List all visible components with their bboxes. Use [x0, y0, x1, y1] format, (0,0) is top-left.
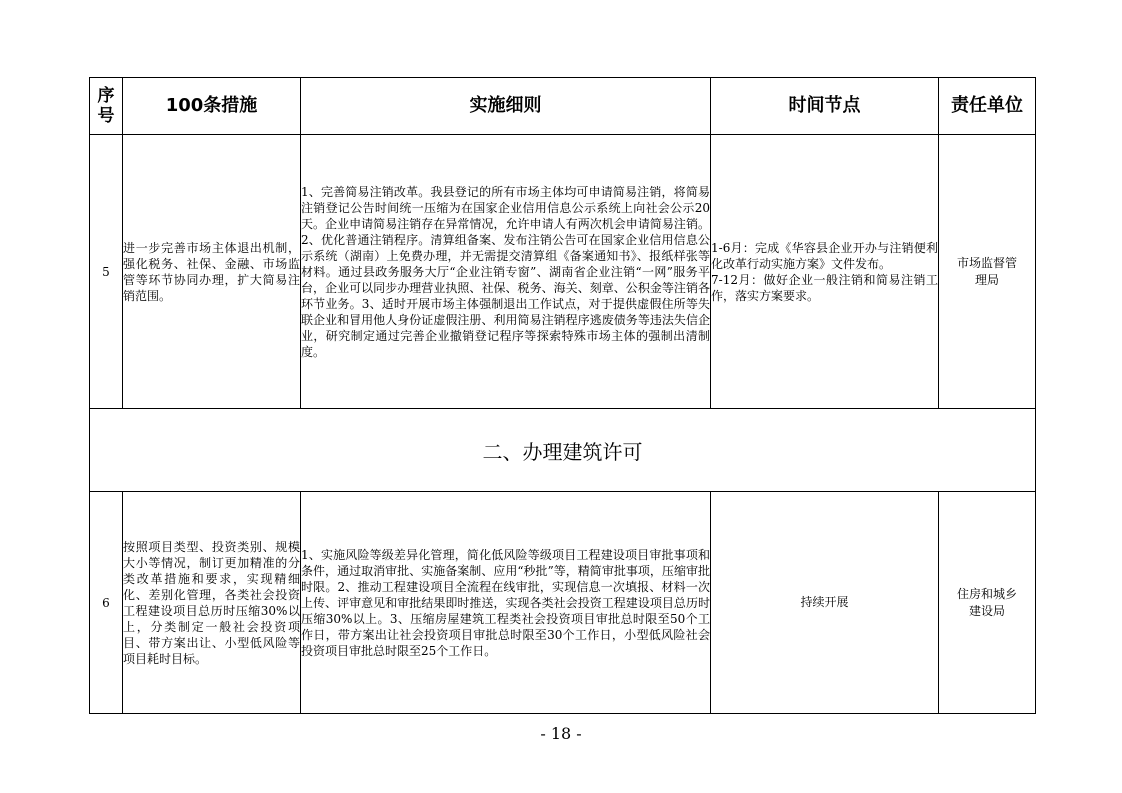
header-row [90, 78, 1036, 135]
table-row [90, 492, 1036, 714]
row-detail: 1、实施风险等级差异化管理，简化低风险等级项目工程建设项目审批事项和条件，通过取消审批、实施备案制、应用“秒批”等，精简审批事项，压缩审批时限。2、推动工程建设项目全流程在线审批，实现信息一次填报、材料一次上传、评审意见和审批结果即时推送，实现各类社会投资工程建设项目总历时压缩30%以上。3、压缩房屋建筑工程类社会投资项目审批总时限至50个工作日，带方案出让社会投资项目审批总时限至30个工作日，小型低风险社会投资项目审批总时限至25个工作日。 [301, 492, 711, 714]
row-measure: 进一步完善市场主体退出机制，强化税务、社保、金融、市场监管等环节协同办理，扩大简易注销范围。 [123, 135, 301, 409]
header-detail: 实施细则 [301, 78, 711, 135]
row-timeline: 1-6月：完成《华容县企业开办与注销便利化改革行动实施方案》文件发布。 7-12月：做好企业一般注销和简易注销工作，落实方案要求。 [711, 135, 939, 409]
row-unit: 住房和城乡建设局 [939, 492, 1036, 714]
policy-table [89, 77, 1036, 714]
header-timeline: 时间节点 [711, 78, 939, 135]
page-number: - 18 - [540, 724, 582, 743]
row-measure: 按照项目类型、投资类别、规模大小等情况，制订更加精准的分类改革措施和要求，实现精细化、差别化管理，各类社会投资工程建设项目总历时压缩30%以上，分类制定一般社会投资项目、带方案出让、小型低风险等项目耗时目标。 [123, 492, 301, 714]
row-seq: 6 [90, 492, 123, 714]
table-row [90, 135, 1036, 409]
header-unit: 责任单位 [939, 78, 1036, 135]
section-title: 二、办理建筑许可 [90, 409, 1036, 492]
section-row [90, 409, 1036, 492]
row-seq: 5 [90, 135, 123, 409]
row-detail: 1、完善简易注销改革。我县登记的所有市场主体均可申请简易注销，将简易注销登记公告时间统一压缩为在国家企业信用信息公示系统上向社会公示20天。企业申请简易注销存在异常情况，允许申请人有两次机会申请简易注销。2、优化普通注销程序。清算组备案、发布注销公告可在国家企业信用信息公示系统（湖南）上免费办理，并无需提交清算组《备案通知书》、报纸样张等材料。通过县政务服务大厅“企业注销专窗”、湖南省企业注销“一网”服务平台，企业可以同步办理营业执照、社保、税务、海关、刻章、公积金等注销各环节业务。3、适时开展市场主体强制退出工作试点，对于提供虚假住所等失联企业和冒用他人身份证虚假注册、利用简易注销程序逃废债务等违法失信企业，研究制定通过完善企业撤销登记程序等探索特殊市场主体的强制出清制度。 [301, 135, 711, 409]
row-unit: 市场监督管理局 [939, 135, 1036, 409]
row-timeline: 持续开展 [711, 492, 939, 714]
header-seq: 序号 [90, 78, 123, 135]
header-measure: 100条措施 [123, 78, 301, 135]
